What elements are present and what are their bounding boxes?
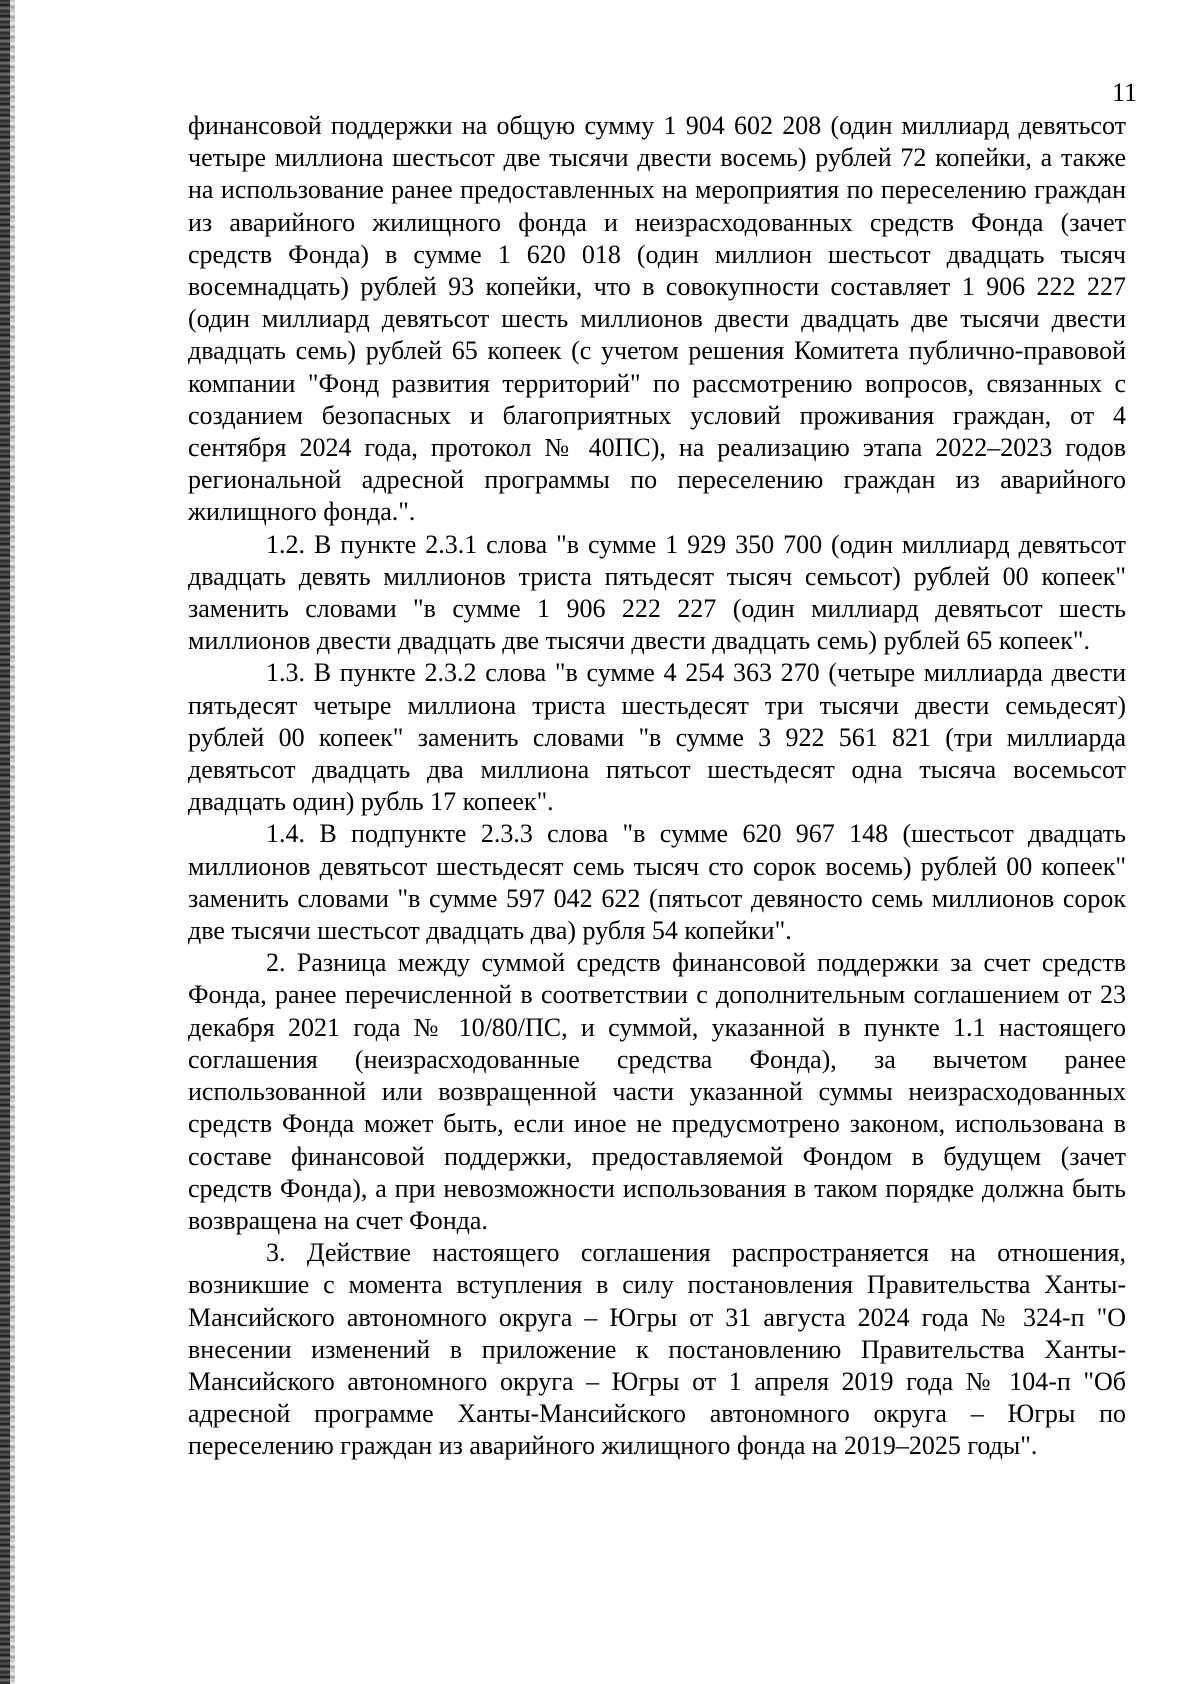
paragraph-2: 2. Разница между суммой средств финансовой поддержки за счет средств Фонда, ранее перечисленной в соответствии с дополнительным соглашением от 23 декабря 2021 года № 10/80/ПС, и суммой, указанной в пункте 1.1 настоящего соглашения (неизрасходованные средства Фонда), за вычетом ранее использованной или возвращенной части указанной суммы неизрасходованных средств Фонда может быть, если иное не предусмотрено законом, использована в составе финансовой поддержки, предоставляемой Фондом в будущем (зачет средств Фонда), а при невозможности использования в таком порядке должна быть возвращена на счет Фонда.: [188, 948, 1126, 1235]
paragraph-3: 3. Действие настоящего соглашения распространяется на отношения, возникшие с момента вступления в силу постановления Правительства Ханты-Мансийского автономного округа – Югры от 31 августа 2024 года № 324-п "О внесении изменений в приложение к постановлению Правительства Ханты-Мансийского автономного округа – Югры от 1 апреля 2019 года № 104-п "Об адресной программе Ханты-Мансийского автономного округа – Югры по переселению граждан из аварийного жилищного фонда на 2019–2025 годы".: [188, 1238, 1126, 1461]
scan-edge-shadow: [0, 0, 10, 1684]
scan-edge-highlight: [10, 0, 15, 1684]
page-number: 11: [1112, 78, 1138, 107]
paragraph-1-3: 1.3. В пункте 2.3.2 слова "в сумме 4 254 363 270 (четыре миллиарда двести пятьдесят четыре миллиона триста шестьдесят три тысячи двести семьдесят) рублей 00 копеек" заменить словами "в сумме 3 922 561 821 (три миллиарда девятьсот двадцать два миллиона пятьсот шестьдесят одна тысяча восемьсот двадцать один) рубль 17 копеек".: [188, 658, 1126, 817]
paragraph-continuation: финансовой поддержки на общую сумму 1 904 602 208 (один миллиард девятьсот четыре миллиона шестьсот две тысячи двести восемь) рублей 72 копейки, а также на использование ранее предоставленных на мероприятия по переселению граждан из аварийного жилищного фонда и неизрасходованных средств Фонда (зачет средств Фонда) в сумме 1 620 018 (один миллион шестьсот двадцать тысяч восемнадцать) рублей 93 копейки, что в совокупности составляет 1 906 222 227 (один миллиард девятьсот шесть миллионов двести двадцать две тысячи двести двадцать семь) рублей 65 копеек (с учетом решения Комитета публично-правовой компании "Фонд развития территорий" по рассмотрению вопросов, связанных с созданием безопасных и благоприятных условий проживания граждан, от 4 сентября 2024 года, протокол № 40ПС), на реализацию этапа 2022–2023 годов региональной адресной программы по переселению граждан из аварийного жилищного фонда.".: [188, 111, 1126, 527]
document-body: [188, 110, 1126, 1463]
paragraph-1-2: 1.2. В пункте 2.3.1 слова "в сумме 1 929 350 700 (один миллиард девятьсот двадцать девять миллионов триста пятьдесят тысяч семьсот) рублей 00 копеек" заменить словами "в сумме 1 906 222 227 (один миллиард девятьсот шесть миллионов двести двадцать две тысячи двести двадцать семь) рублей 65 копеек".: [188, 529, 1126, 656]
paragraph-1-4: 1.4. В подпункте 2.3.3 слова "в сумме 620 967 148 (шестьсот двадцать миллионов девятьсот шестьдесят семь тысяч сто сорок восемь) рублей 00 копеек" заменить словами "в сумме 597 042 622 (пятьсот девяносто семь миллионов сорок две тысячи шестьсот двадцать два) рубля 54 копейки".: [188, 819, 1126, 946]
